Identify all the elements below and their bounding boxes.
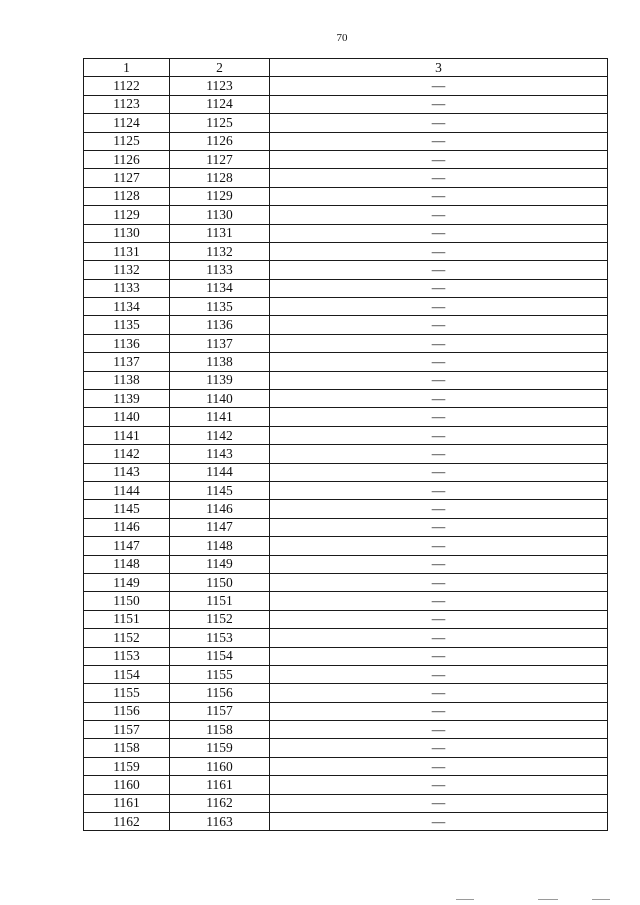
table-cell-col-3: — <box>270 518 608 536</box>
table-cell-col-2: 1150 <box>170 573 270 591</box>
table-cell-col-2: 1138 <box>170 353 270 371</box>
table-row <box>84 150 608 168</box>
table-cell-col-3: — <box>270 150 608 168</box>
table-row <box>84 629 608 647</box>
scan-artifact <box>452 897 622 903</box>
table-cell-col-3: — <box>270 224 608 242</box>
table-cell-col-3: — <box>270 573 608 591</box>
table-cell-col-1: 1153 <box>84 647 170 665</box>
table-cell-col-3: — <box>270 610 608 628</box>
table-row <box>84 261 608 279</box>
table-cell-col-1: 1122 <box>84 77 170 95</box>
table-cell-col-2: 1125 <box>170 114 270 132</box>
table-cell-col-1: 1152 <box>84 629 170 647</box>
table-cell-col-1: 1137 <box>84 353 170 371</box>
table-cell-col-2: 1143 <box>170 445 270 463</box>
table-row <box>84 77 608 95</box>
table-cell-col-3: — <box>270 463 608 481</box>
table-cell-col-2: 1135 <box>170 298 270 316</box>
table-row <box>84 316 608 334</box>
table-cell-col-1: 1138 <box>84 371 170 389</box>
table-row <box>84 224 608 242</box>
table-cell-col-3: — <box>270 665 608 683</box>
table-row <box>84 334 608 352</box>
table-cell-col-3: — <box>270 187 608 205</box>
table-row <box>84 481 608 499</box>
column-header-1: 1 <box>84 59 170 77</box>
table-row <box>84 592 608 610</box>
table-cell-col-2: 1132 <box>170 242 270 260</box>
table-cell-col-3: — <box>270 757 608 775</box>
table-cell-col-3: — <box>270 592 608 610</box>
table-cell-col-2: 1161 <box>170 776 270 794</box>
table-cell-col-1: 1141 <box>84 426 170 444</box>
table-row <box>84 757 608 775</box>
table-cell-col-2: 1159 <box>170 739 270 757</box>
table-cell-col-3: — <box>270 739 608 757</box>
table-header <box>84 59 608 77</box>
table-cell-col-3: — <box>270 77 608 95</box>
table-body <box>84 77 608 831</box>
table-cell-col-2: 1145 <box>170 481 270 499</box>
column-header-3: 3 <box>270 59 608 77</box>
table-cell-col-2: 1152 <box>170 610 270 628</box>
table-row <box>84 610 608 628</box>
table-row <box>84 739 608 757</box>
table-cell-col-2: 1124 <box>170 95 270 113</box>
table-cell-col-3: — <box>270 813 608 831</box>
table-cell-col-1: 1154 <box>84 665 170 683</box>
table-row <box>84 169 608 187</box>
table-row <box>84 537 608 555</box>
table-row <box>84 353 608 371</box>
table-cell-col-2: 1151 <box>170 592 270 610</box>
table-cell-col-2: 1131 <box>170 224 270 242</box>
table-cell-col-3: — <box>270 114 608 132</box>
table-cell-col-3: — <box>270 279 608 297</box>
table-cell-col-2: 1142 <box>170 426 270 444</box>
table-cell-col-1: 1147 <box>84 537 170 555</box>
table-row <box>84 702 608 720</box>
table-cell-col-3: — <box>270 702 608 720</box>
table-cell-col-3: — <box>270 426 608 444</box>
table-cell-col-1: 1162 <box>84 813 170 831</box>
table-cell-col-1: 1140 <box>84 408 170 426</box>
table-cell-col-1: 1123 <box>84 95 170 113</box>
table-cell-col-1: 1144 <box>84 481 170 499</box>
table-row <box>84 206 608 224</box>
table-cell-col-3: — <box>270 445 608 463</box>
table-cell-col-3: — <box>270 794 608 812</box>
table-cell-col-2: 1153 <box>170 629 270 647</box>
table-row <box>84 390 608 408</box>
table-cell-col-2: 1160 <box>170 757 270 775</box>
table-row <box>84 794 608 812</box>
table-cell-col-2: 1147 <box>170 518 270 536</box>
table-row <box>84 684 608 702</box>
table-cell-col-3: — <box>270 500 608 518</box>
table-cell-col-1: 1145 <box>84 500 170 518</box>
table-cell-col-1: 1156 <box>84 702 170 720</box>
table-cell-col-1: 1127 <box>84 169 170 187</box>
table-cell-col-2: 1139 <box>170 371 270 389</box>
page-number: 70 <box>336 32 348 44</box>
table-row <box>84 95 608 113</box>
table-cell-col-2: 1155 <box>170 665 270 683</box>
table-cell-col-2: 1163 <box>170 813 270 831</box>
table-row <box>84 776 608 794</box>
table-row <box>84 426 608 444</box>
table-cell-col-2: 1149 <box>170 555 270 573</box>
table-cell-col-3: — <box>270 629 608 647</box>
table-cell-col-1: 1133 <box>84 279 170 297</box>
table-cell-col-1: 1146 <box>84 518 170 536</box>
table-cell-col-2: 1146 <box>170 500 270 518</box>
table-row <box>84 445 608 463</box>
table-cell-col-1: 1142 <box>84 445 170 463</box>
table-cell-col-2: 1128 <box>170 169 270 187</box>
table-row <box>84 371 608 389</box>
table-cell-col-2: 1140 <box>170 390 270 408</box>
table-cell-col-1: 1126 <box>84 150 170 168</box>
header-row <box>84 59 608 77</box>
table-row <box>84 187 608 205</box>
table-cell-col-1: 1139 <box>84 390 170 408</box>
table-cell-col-2: 1144 <box>170 463 270 481</box>
table-row <box>84 114 608 132</box>
column-header-2: 2 <box>170 59 270 77</box>
table-row <box>84 298 608 316</box>
table-row <box>84 408 608 426</box>
table-cell-col-1: 1148 <box>84 555 170 573</box>
table-cell-col-3: — <box>270 390 608 408</box>
data-table <box>83 58 608 831</box>
table-row <box>84 573 608 591</box>
table-cell-col-3: — <box>270 132 608 150</box>
table-cell-col-3: — <box>270 206 608 224</box>
table-row <box>84 518 608 536</box>
table-cell-col-1: 1131 <box>84 242 170 260</box>
table-cell-col-1: 1136 <box>84 334 170 352</box>
table-cell-col-2: 1137 <box>170 334 270 352</box>
table-cell-col-3: — <box>270 353 608 371</box>
table-cell-col-1: 1125 <box>84 132 170 150</box>
table-cell-col-1: 1159 <box>84 757 170 775</box>
table-cell-col-3: — <box>270 721 608 739</box>
table-cell-col-1: 1157 <box>84 721 170 739</box>
table-cell-col-3: — <box>270 647 608 665</box>
table-row <box>84 500 608 518</box>
table-cell-col-2: 1156 <box>170 684 270 702</box>
table-cell-col-2: 1133 <box>170 261 270 279</box>
table-cell-col-3: — <box>270 334 608 352</box>
table-cell-col-1: 1124 <box>84 114 170 132</box>
table-row <box>84 463 608 481</box>
table-cell-col-3: — <box>270 261 608 279</box>
table-cell-col-2: 1154 <box>170 647 270 665</box>
table-cell-col-1: 1149 <box>84 573 170 591</box>
table-row <box>84 279 608 297</box>
table-cell-col-1: 1135 <box>84 316 170 334</box>
table-row <box>84 132 608 150</box>
table-cell-col-2: 1136 <box>170 316 270 334</box>
table-cell-col-2: 1141 <box>170 408 270 426</box>
table-cell-col-2: 1158 <box>170 721 270 739</box>
table-cell-col-1: 1155 <box>84 684 170 702</box>
table-cell-col-3: — <box>270 776 608 794</box>
table-cell-col-3: — <box>270 242 608 260</box>
table-cell-col-2: 1157 <box>170 702 270 720</box>
table-cell-col-1: 1128 <box>84 187 170 205</box>
table-cell-col-1: 1161 <box>84 794 170 812</box>
table-cell-col-2: 1148 <box>170 537 270 555</box>
table-row <box>84 647 608 665</box>
table-cell-col-3: — <box>270 298 608 316</box>
table-row <box>84 665 608 683</box>
table-cell-col-3: — <box>270 481 608 499</box>
table-cell-col-3: — <box>270 684 608 702</box>
table-cell-col-3: — <box>270 316 608 334</box>
table-cell-col-3: — <box>270 95 608 113</box>
table-cell-col-2: 1129 <box>170 187 270 205</box>
table-row <box>84 555 608 573</box>
table-cell-col-1: 1130 <box>84 224 170 242</box>
table-cell-col-3: — <box>270 169 608 187</box>
table-row <box>84 813 608 831</box>
table-cell-col-3: — <box>270 555 608 573</box>
table-cell-col-1: 1160 <box>84 776 170 794</box>
table-cell-col-1: 1151 <box>84 610 170 628</box>
table-cell-col-1: 1129 <box>84 206 170 224</box>
table-cell-col-2: 1134 <box>170 279 270 297</box>
table-cell-col-1: 1150 <box>84 592 170 610</box>
table-cell-col-2: 1127 <box>170 150 270 168</box>
table-cell-col-1: 1143 <box>84 463 170 481</box>
table-row <box>84 721 608 739</box>
table-cell-col-3: — <box>270 537 608 555</box>
table-cell-col-3: — <box>270 408 608 426</box>
table-cell-col-2: 1130 <box>170 206 270 224</box>
table-cell-col-1: 1132 <box>84 261 170 279</box>
table-cell-col-1: 1134 <box>84 298 170 316</box>
table-cell-col-3: — <box>270 371 608 389</box>
table-cell-col-2: 1123 <box>170 77 270 95</box>
table-row <box>84 242 608 260</box>
table-cell-col-1: 1158 <box>84 739 170 757</box>
table-cell-col-2: 1162 <box>170 794 270 812</box>
table-cell-col-2: 1126 <box>170 132 270 150</box>
